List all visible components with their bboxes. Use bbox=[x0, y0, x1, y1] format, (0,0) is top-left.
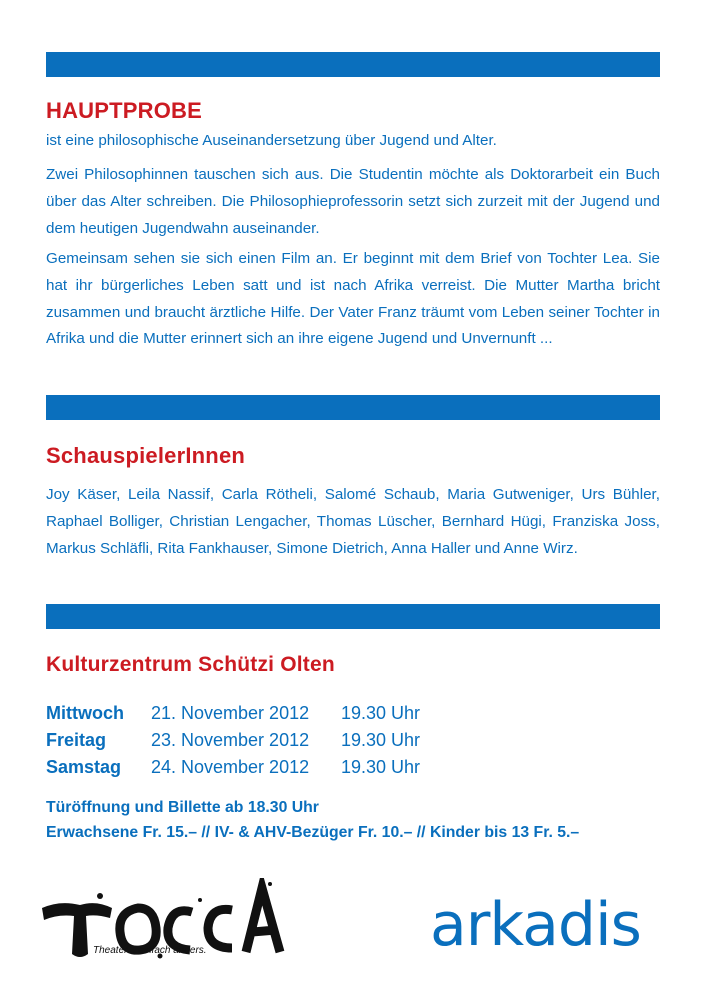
arkadis-logo: arkadis bbox=[430, 890, 641, 960]
doors-info: Türöffnung und Billette ab 18.30 Uhr bbox=[46, 799, 319, 816]
hauptprobe-heading: HAUPTPROBE bbox=[46, 98, 203, 123]
performance-row bbox=[46, 754, 441, 781]
venue-heading: Kulturzentrum Schützi Olten bbox=[46, 653, 335, 676]
tocca-logo-o bbox=[120, 908, 156, 950]
performance-date: 24. November 2012 bbox=[151, 757, 310, 777]
performance-day: Freitag bbox=[46, 730, 107, 750]
performance-time: 19.30 Uhr bbox=[341, 703, 421, 723]
cast-heading: SchauspielerInnen bbox=[46, 443, 246, 468]
cast-list: Joy Käser, Leila Nassif, Carla Rötheli, Salomé Schaub, Maria Gutweniger, Urs Bühler, Raphael Bolliger, Christian Lengacher, Thomas Lüscher, Bernhard Hügi, Franziska Joss, Markus Schläfli, Rita Fankhauser, Simone Dietrich, Anna Haller und Anne Wirz. bbox=[46, 486, 660, 557]
intro-text: ist eine philosophische Auseinandersetzung über Jugend und Alter. bbox=[46, 132, 497, 149]
performance-row bbox=[46, 727, 441, 754]
performance-day: Samstag bbox=[46, 757, 122, 777]
tocca-tagline: Theater... einfach anders. bbox=[93, 945, 207, 956]
performance-time: 19.30 Uhr bbox=[341, 730, 421, 750]
performance-date: 21. November 2012 bbox=[151, 703, 310, 723]
tocca-logo-a bbox=[246, 888, 280, 952]
synopsis-paragraph-1: Zwei Philosophinnen tauschen sich aus. Die Studentin möchte als Doktorarbeit ein Buch über das Alter schreiben. Die Philosophieprofessorin setzt sich zurzeit mit der Jugend und dem heutigen Jugendwahn auseinander. bbox=[46, 166, 660, 237]
synopsis-paragraph-2: Gemeinsam sehen sie sich einen Film an. Er beginnt mit dem Brief von Tochter Lea. Sie hat ihr bürgerliches Leben satt und ist nach Afrika verreist. Die Mutter Martha bricht zusammen und braucht ärztliche Hilfe. Der Vater Franz träumt vom Leben seiner Tochter in Afrika und die Mutter erinnert sich an ihre eigene Jugend und Unvernunft ... bbox=[46, 250, 660, 348]
blue-divider-bar-3 bbox=[46, 604, 660, 629]
blue-divider-bar-2 bbox=[46, 395, 660, 420]
price-info: Erwachsene Fr. 15.– // IV- & AHV-Bezüger Fr. 10.– // Kinder bis 13 Fr. 5.– bbox=[46, 824, 580, 841]
tocca-logo-c2 bbox=[208, 909, 232, 948]
performance-time: 19.30 Uhr bbox=[341, 757, 421, 777]
performance-date: 23. November 2012 bbox=[151, 730, 310, 750]
blue-divider-bar-1 bbox=[46, 52, 660, 77]
performance-row bbox=[46, 700, 441, 727]
performance-schedule bbox=[46, 700, 441, 781]
performance-day: Mittwoch bbox=[46, 703, 124, 723]
